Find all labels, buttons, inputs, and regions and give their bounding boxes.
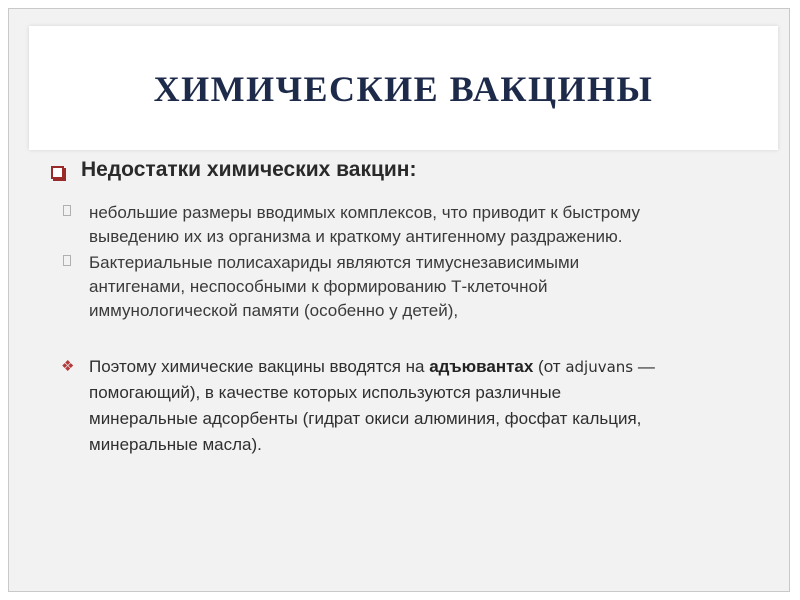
bullet-text: небольшие размеры вводимых комплексов, что приводит к быстрому выведению их из организма и краткому антигенному раздражению. <box>89 203 641 246</box>
bullet-text: Бактериальные полисахариды являются тимуснезависимыми антигенами, неспособными к формированию Т-клеточной иммунологической памяти (особенно у детей), <box>89 253 580 320</box>
section-heading: Недостатки химических вакцин: <box>81 158 417 181</box>
conclusion-text: Поэтому химические вакцины вводятся на адъювантах (от adjuvans — помогающий), в качестве которых используются различные минеральные адсорбенты (гидрат окиси алюминия, фосфат кальция, минеральные масла). <box>89 357 655 454</box>
dash-bullet-icon <box>63 205 71 216</box>
diamond-bullet-icon: ❖ <box>61 358 75 375</box>
latin-term: adjuvans <box>565 358 634 376</box>
slide <box>8 8 790 592</box>
title-box <box>29 26 778 150</box>
checkbox-square-icon <box>51 166 64 179</box>
bold-term: адъювантах <box>429 357 534 376</box>
slide-title: ХИМИЧЕСКИЕ ВАКЦИНЫ <box>153 69 654 109</box>
dash-bullet-icon <box>63 255 71 266</box>
